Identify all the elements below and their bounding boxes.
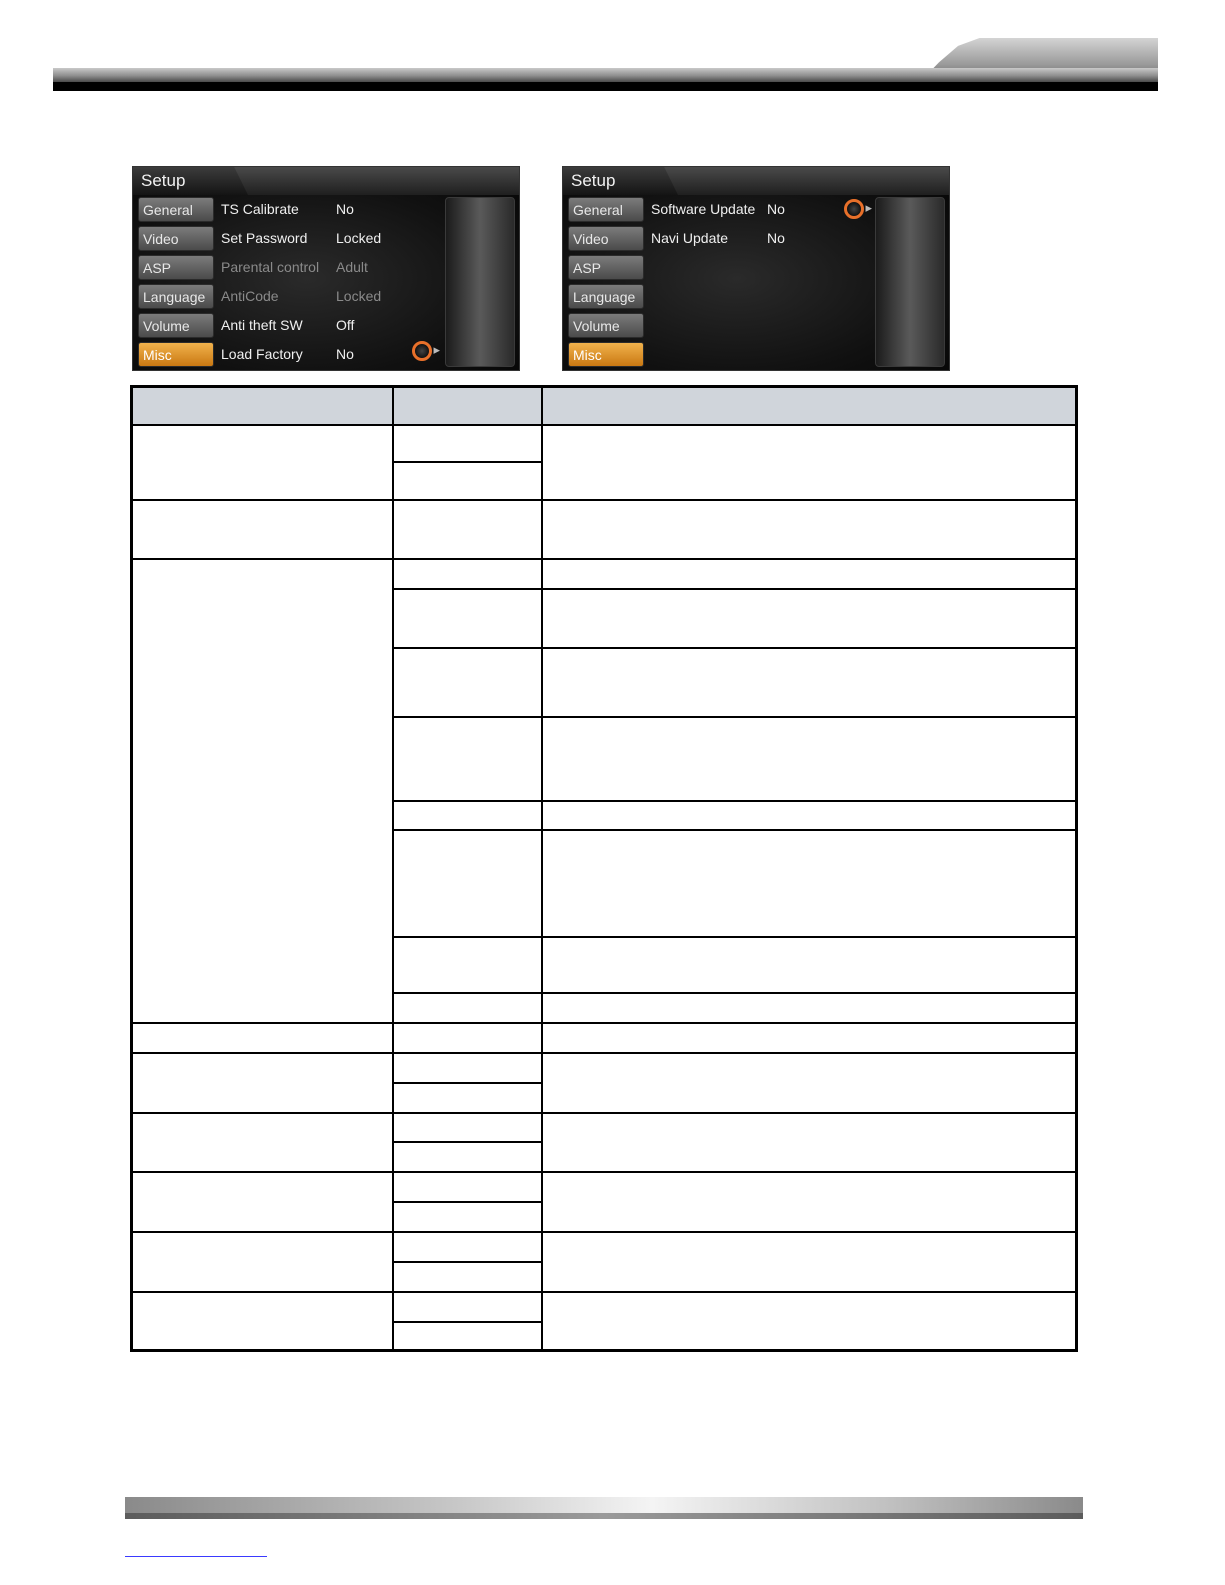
setup-title: Setup [571, 171, 616, 190]
row-label: Anti theft SW [221, 317, 303, 333]
row-divider [133, 1022, 1075, 1024]
row-divider [133, 1291, 1075, 1293]
footer-link-underline[interactable] [125, 1556, 267, 1557]
knob-ring [844, 199, 864, 219]
nav-video[interactable]: Video [568, 226, 644, 251]
row-label: Navi Update [651, 230, 729, 246]
nav-volume[interactable]: Volume [138, 313, 214, 338]
row-divider [392, 829, 1075, 831]
col-divider [541, 388, 543, 1349]
footer-bar [125, 1497, 1083, 1519]
nav-video[interactable]: Video [138, 226, 214, 251]
row-value: Adult [336, 259, 368, 275]
rotary-knob-icon[interactable] [840, 197, 870, 223]
header-bar [53, 68, 1158, 82]
row-label: Software Update [651, 201, 756, 217]
nav-asp[interactable]: ASP [138, 255, 214, 280]
nav-language[interactable]: Language [568, 284, 644, 309]
row-divider [133, 1231, 1075, 1233]
nav-volume[interactable]: Volume [568, 313, 644, 338]
row-divider [392, 1321, 542, 1323]
setup-titlebar [563, 167, 949, 195]
knob-ring [412, 341, 432, 361]
row-value: No [767, 230, 785, 246]
row-value: Locked [336, 230, 382, 246]
row-divider [133, 1112, 1075, 1114]
row-divider [392, 800, 1075, 802]
nav-general[interactable]: General [568, 197, 644, 222]
header-rule [53, 82, 1158, 91]
col-divider [392, 388, 394, 1349]
setup-nav [138, 197, 214, 371]
row-divider [392, 647, 1075, 649]
row-divider [392, 1082, 542, 1084]
row-value: No [336, 346, 354, 362]
row-divider [392, 716, 1075, 718]
row-divider [392, 936, 1075, 938]
row-divider [392, 461, 542, 463]
right-panel [445, 197, 515, 367]
row-label: TS Calibrate [221, 201, 299, 217]
nav-language[interactable]: Language [138, 284, 214, 309]
setup-titlebar [133, 167, 519, 195]
nav-general[interactable]: General [138, 197, 214, 222]
arrow-right-icon: ▸ [433, 342, 440, 357]
setup-screen-misc-1 [132, 166, 520, 371]
row-divider [392, 1201, 542, 1203]
row-divider [133, 558, 1075, 560]
setup-nav [568, 197, 644, 371]
row-divider [133, 1052, 1075, 1054]
arrow-right-icon: ▸ [865, 200, 872, 215]
row-divider [392, 1261, 542, 1263]
row-value: No [767, 201, 785, 217]
row-label: Load Factory [221, 346, 303, 362]
nav-misc[interactable]: Misc [138, 342, 214, 367]
row-divider [392, 1141, 542, 1143]
row-divider [133, 1171, 1075, 1173]
row-divider [133, 499, 1075, 501]
row-label: AntiCode [221, 288, 279, 304]
row-divider [392, 588, 1075, 590]
setup-title: Setup [141, 171, 186, 190]
rotary-knob-icon[interactable] [408, 339, 438, 365]
row-value: Locked [336, 288, 382, 304]
table-header [133, 388, 1075, 426]
nav-asp[interactable]: ASP [568, 255, 644, 280]
row-value: No [336, 201, 354, 217]
setup-screen-misc-2 [562, 166, 950, 371]
row-label: Parental control [221, 259, 320, 275]
row-value: Off [336, 317, 355, 333]
row-label: Set Password [221, 230, 308, 246]
settings-table [130, 385, 1078, 1352]
nav-misc[interactable]: Misc [568, 342, 644, 367]
right-panel [875, 197, 945, 367]
row-divider [392, 992, 1075, 994]
